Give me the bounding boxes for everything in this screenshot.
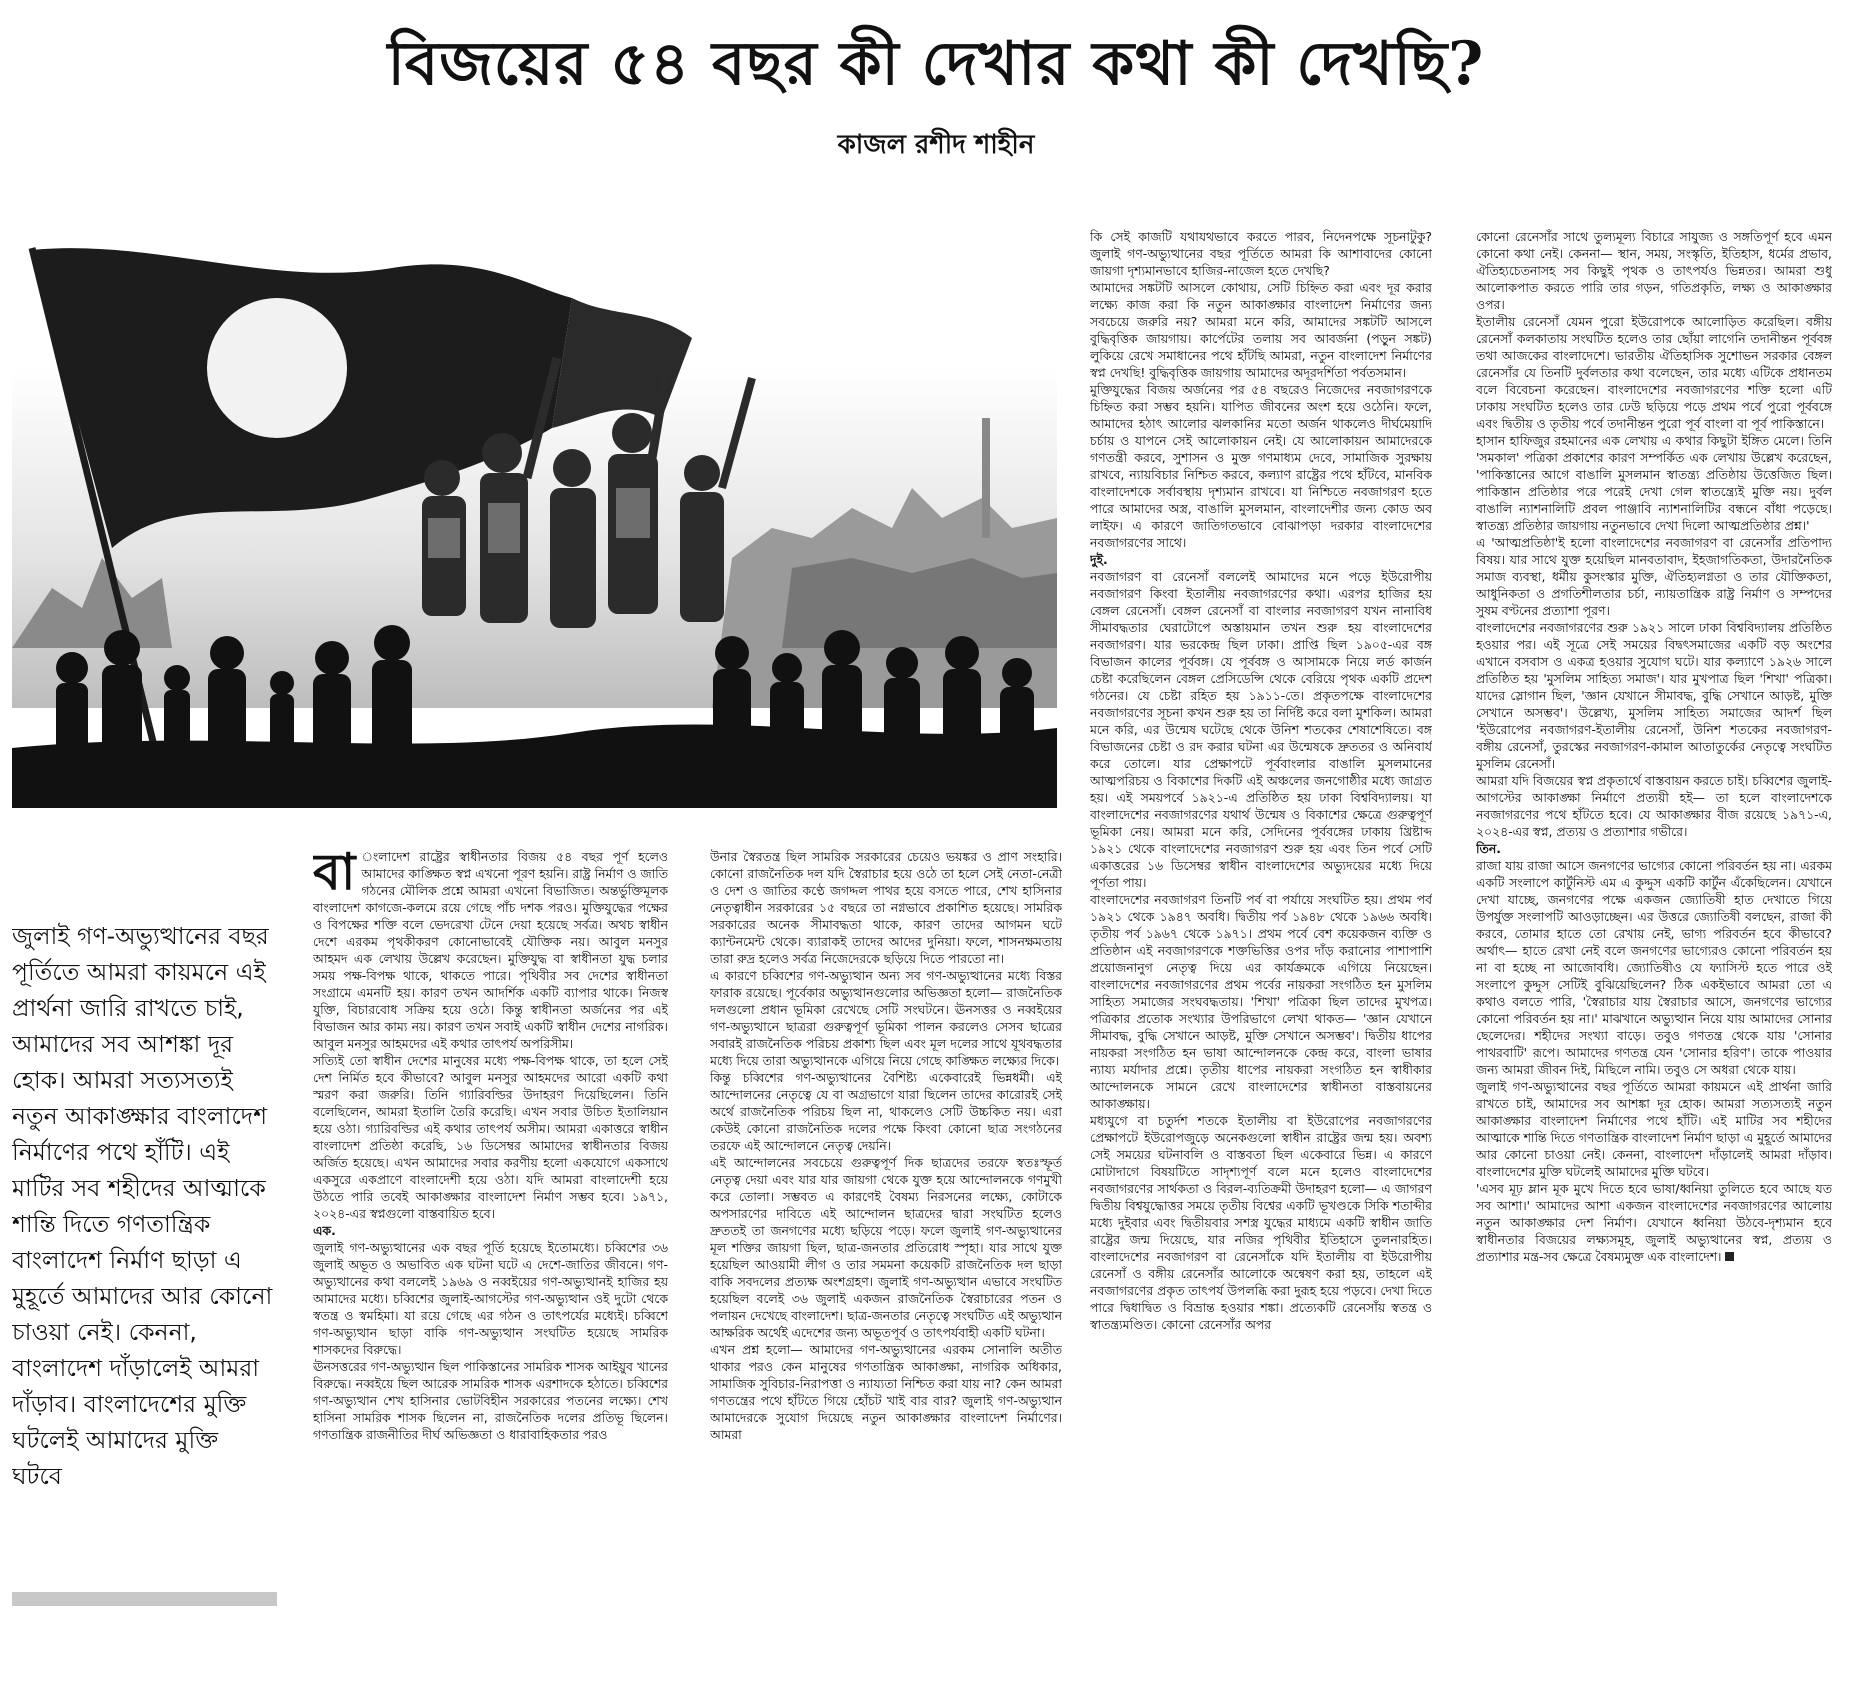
paragraph: কোনো রেনেসাঁর সাথে তুল্যমূল্য বিচারে সাযুজ্য ও সঙ্গতিপূর্ণ হবে এমন কোনো কথা নেই। কেননা— স্থান, সময়, সংস্কৃতি, ইতিহাস, ধর্মের প্রভাব, ঐতিহ্যচেতনাসহ সব কিছুই পৃথক ও তাৎপর্যও ভিন্নতর। আমরা শুধু আলোকপাত করতে পারি তার গড়ন, গতিপ্রকৃতি, লক্ষ্য ও আকাঙ্ক্ষার ওপর। <box>1476 229 1832 312</box>
pull-quote: জুলাই গণ-অভ্যুত্থানের বছর পূর্তিতে আমরা কায়মনে এই প্রার্থনা জারি রাখতে চাই, আমাদের সব আশঙ্কা দূর হোক। আমরা সত্যসত্যই নতুন আকাঙ্ক্ষার বাংলাদেশ নির্মাণের পথে হাঁটি। এই মাটির সব শহীদের আত্মাকে শান্তি দিতে গণতান্ত্রিক বাংলাদেশ নির্মাণ ছাড়া এ মুহূর্তে আমাদের আর কোনো চাওয়া নেই। কেননা, বাংলাদেশ দাঁড়ালেই আমরা দাঁড়াব। বাংলাদেশের মুক্তি ঘটলেই আমাদের মুক্তি ঘটবে <box>12 922 273 1490</box>
pull-quote-rule <box>12 1592 277 1606</box>
paragraph: জুলাই গণ-অভ্যুত্থানের এক বছর পূর্তি হয়েছে ইতোমধ্যে। চব্বিশের ৩৬ জুলাই অভূত ও অভাবিত এক ঘটনা ঘটে এ দেশে-জাতির জীবনে। গণ-অভ্যুত্থানের কথা বললেই ১৯৬৯ ও নব্বইয়ের গণ-অভ্যুত্থানই হাজির হয় আমাদের মধ্যে। চব্বিশের জুলাই-আগস্টের গণ-অভ্যুত্থান ওই দুটো থেকে স্বতন্ত্র ও স্বমহিমা। যা রয়ে গেছে এর গঠন ও তাৎপর্যের মধ্যেই। চব্বিশে গণ-অভ্যুত্থান ছাড়া বাকি গণ-অভ্যুত্থান সংঘটিত হয়েছে সামরিক শাসকদের বিরুদ্ধে। <box>313 1240 668 1357</box>
paragraph: আমাদের সঙ্কটটি আসলে কোথায়, সেটি চিহ্নিত করা এবং দূর করার লক্ষ্যে কাজ করা কি নতুন আকাঙ্ক্ষার বাংলাদেশ নির্মাণের জন্য সবচেয়ে জরুরি নয়? আমরা মনে করি, আমাদের সঙ্কটটি আসলে বুদ্ধিবৃত্তিক জায়গায়। কার্পেটের তলায় সব আবর্জনা (পড়ুন সঙ্কট) লুকিয়ে রেখে সমাধানের পথে হাঁটছি আমরা, নতুন বাংলাদেশ নির্মাণের স্বপ্ন দেখছি! বুদ্ধিবৃত্তিক জায়গায় আমাদের অদূরদর্শিতা পর্বতসমান। <box>1090 280 1432 380</box>
byline: কাজল রশীদ শাহীন <box>837 130 1035 160</box>
paragraph: 'এসব মূঢ় ম্লান মূক মুখে দিতে হবে ভাষা/ধ্বনিয়া তুলিতে হবে আছে যত সব আশা।' আমাদের আশা একজন বাংলাদেশের নবজাগরণের আলোয় নতুন আকাঙ্ক্ষার দেশ নির্মাণ। যেখানে ধ্বনিয়া উঠবে-দৃশ্যমান হবে স্বাধীনতার বিজয়ের লক্ষ্যসমূহ, জুলাই অভ্যুত্থানের স্বপ্ন, প্রত্যয় ও প্রত্যাশার মন্ত্র-সব ক্ষেত্রে বৈষম্যমুক্ত এক বাংলাদেশ। <box>1476 1181 1832 1264</box>
paragraph: সত্যিই তো স্বাধীন দেশের মানুষের মধ্যে পক্ষ-বিপক্ষ থাকে, তা হলে সেই দেশ নির্মিত হবে কীভাবে? আবুল মনসুর আহমদের আরো একটি কথা স্মরণ করা জরুরি। তিনি গ্যারিবল্ডির উদাহরণ দিয়েছিলেন। তিনি বলেছিলেন, আমরা ইতালি তৈরি করেছি। এখন সবার উচিত ইতালিয়ান হয়ে ওঠা। গ্যারিবল্ডির এই কথার তাৎপর্য অসীম। আমরা একাত্তরে স্বাধীন বাংলাদেশ প্রতিষ্ঠা করেছি, ১৬ ডিসেম্বর আমাদের স্বাধীনতার বিজয় অর্জিত হয়েছে। এখন আমাদের সবার করণীয় হলো একযোগে একসাথে একসুরে একপ্রাণে বাংলাদেশী হয়ে ওঠা। যদি আমরা বাংলাদেশী হয়ে উঠতে পারি তবেই আকাঙ্ক্ষার বাংলাদেশ নির্মাণ সম্ভব হবে। ১৯৭১, ২০২৪-এর স্বপ্নগুলো বাস্তবায়িত হবে। <box>313 1053 668 1221</box>
flag-sun <box>207 298 347 438</box>
paragraph: এখন প্রশ্ন হলো— আমাদের গণ-অভ্যুত্থানের এরকম সোনালি অতীত থাকার পরও কেন মানুষের গণতান্ত্রিক আকাঙ্ক্ষা, নাগরিক অধিকার, সামাজিক সুবিচার-নিরাপত্তা ও ন্যায্যতা নিশ্চিত করা যায় না? কেন আমরা গণতন্ত্রের পথে হাঁটতে গিয়ে হোঁচট খাই বার বার? জুলাই গণ-অভ্যুত্থান আমাদেরকে সুযোগ দিয়েছে নতুন আকাঙ্ক্ষার বাংলাদেশ নির্মাণের। আমরা <box>710 1342 1062 1442</box>
paragraph: কি সেই কাজটি যথাযথভাবে করতে পারব, নিদেনপক্ষে সূচনাটুকু? জুলাই গণ-অভ্যুত্থানের বছর পূর্তিতে আমরা কি আশাবাদের কোনো জায়গা দৃশ্যমানভাবে হাজির-নাজেল হতে দেখছি? <box>1090 229 1432 278</box>
paragraph: উনার স্বৈরতন্ত্র ছিল সামরিক সরকারের চেয়েও ভয়ঙ্কর ও প্রাণ সংহারি। কোনো রাজনৈতিক দল যদি স্বৈরাচার হয়ে ওঠে তা হলে সেই নেতা-নেত্রী ও দেশ ও জাতির কণ্ঠে জগদ্দল পাথর হয়ে বসতে পারে, শেখ হাসিনার নেতৃত্বাধীন সরকারের ১৫ বছরে তা নগ্নভাবে প্রকাশিত হয়েছে। সামরিক সরকারের অনেক সীমাবদ্ধতা থাকে, কারণ তাদের আগমন ঘটে ক্যান্টনমেন্ট থেকে। ব্যারাকই তাদের আদের দুনিয়া। ফলে, শাসনক্ষমতায় তারা রুদ্র হলেও সর্বত্র নিজেদেরকে ছড়িয়ে দিতে পারতো না। <box>710 849 1062 966</box>
paragraph: ইতালীয় রেনেসাঁ যেমন পুরো ইউরোপকে আলোড়িত করেছিল। বঙ্গীয় রেনেসাঁ কলকাতায় সংঘটিত হলেও তার ছোঁয়া লাগেনি তদানীন্তন পূর্ববঙ্গ তথা আজকের বাংলাদেশে। ভারতীয় ঐতিহাসিক সুশোভন সরকার বেঙ্গল রেনেসাঁর যে তিনটি দুর্বলতার কথা বলেছেন, তার মধ্যে এটিকে প্রধানতম বলে বিবেচনা করেছেন। বাংলাদেশের নবজাগরণের শক্তি হলো এটি ঢাকায় সংঘটিত হলেও তার ঢেউ ছড়িয়ে পড়ে প্রথম পর্বে পুরো পূর্ববঙ্গে এবং দ্বিতীয় ও তৃতীয় পর্বে তদানীন্তন পুরো পূর্ব বাংলা বা পূর্ব পাকিস্তানে। <box>1476 314 1832 431</box>
drop-cap: বা <box>313 848 356 901</box>
headline: বিজয়ের ৫৪ বছর কী দেখার কথা কী দেখছি? <box>387 29 1485 99</box>
section-heading-2: দুই. <box>1090 552 1108 567</box>
article-column-1 <box>313 848 668 1670</box>
section-heading-3: তিন. <box>1476 841 1501 856</box>
freedom-fighters-illustration <box>12 228 1057 808</box>
paragraph: কিন্তু চব্বিশের গণ-অভ্যুত্থানের বৈশিষ্ট্য একেবারেই ভিন্নধর্মী। এই আন্দোলনের নেতৃত্বে যে বা অগ্রভাগে যারা ছিলেন তাদের কারোরই সেই অর্থে রাজনৈতিক পরিচয় ছিল না, থাকলেও সেটি উচ্চকিত নয়। এরা কেউই কোনো রাজনৈতিক দলের পক্ষে কিংবা কোনো ছাত্র সংগঠনের তরফে এই আন্দোলনে নেতৃত্ব দেয়নি। <box>710 1070 1062 1153</box>
paragraph: বাংলাদেশের নবজাগরণ তিনটি পর্ব বা পর্যায়ে সংঘটিত হয়। প্রথম পর্ব ১৯২১ থেকে ১৯৪৭ অবধি। দ্বিতীয় পর্ব ১৯৪৮ থেকে ১৯৬৬ অবধি। তৃতীয় পর্ব ১৯৬৭ থেকে ১৯৭১। প্রথম পর্বে বেশ কয়েকজন ব্যক্তি ও প্রতিষ্ঠান এই নবজাগরণকে শক্তভিত্তির ওপর দাঁড় করানোর পাশাপাশি প্রয়োজনানুগ নেতৃত্ব দিয়ে এর কার্যক্রমকে এগিয়ে নিয়েছেন। বাংলাদেশের নবজাগরণের প্রথম পর্বের নায়করা সংগঠিত হন মুসলিম সাহিত্য সমাজের সংঘবদ্ধতায়। 'শিখা' পত্রিকা ছিল তাদের মুখপত্র। পত্রিকার প্রতোক সংখ্যার উপরিভাগে লেখা থাকত— 'জ্ঞান যেখানে সীমাবদ্ধ, বুদ্ধি সেখানে আড়ষ্ট, মুক্তি সেখানে অসম্ভব'। দ্বিতীয় ধাপের নায়করা সংগঠিত হন ভাষা আন্দোলনকে কেন্দ্র করে, বাংলা ভাষার ন্যায্য মর্যাদার প্রশ্নে। তৃতীয় ধাপের নায়করা সংগঠিত হন স্বাধীকার আন্দোলনকে সামনে রেখে বাংলাদেশের স্বাধীনতা বাস্তবায়নের আকাঙ্ক্ষায়। <box>1090 892 1432 1111</box>
paragraph: নবজাগরণ বা রেনেসাঁ বললেই আমাদের মনে পড়ে ইউরোপীয় নবজাগরণ কিংবা ইতালীয় নবজাগরণের কথা। এরপর হাজির হয় বেঙ্গল রেনেসাঁ। বেঙ্গল রেনেসাঁ বা বাংলার নবজাগরণ যখন নানাবিধ সীমাবদ্ধতার ঘেরাটোপে অস্তায়মান তখন শুরু হয় বাংলাদেশের নবজাগরণ। যার ভরকেন্দ্র ছিল ঢাকা। প্রাপ্তি ছিল ১৯০৫-এর বঙ্গ বিভাজন কালের পূর্ববঙ্গ। যে পূর্ববঙ্গ ও আসামকে নিয়ে লর্ড কার্জন চেষ্টা করেছিলেন বেঙ্গল প্রেসিডেন্সি থেকে বেরিয়ে পৃথক একটি প্রদেশ গঠনের। যে চেষ্টা রহিত হয় ১৯১১-তে। প্রকৃতপক্ষে বাংলাদেশের নবজাগরণের সূচনা কখন শুরু হয় তা নির্দিষ্ট করে বলা মুশকিল। আমরা মনে করি, এর উন্মেষ ঘটেছে থেকে উনিশ শতকের শেষাশেষিতে। বঙ্গ বিভাজনের চেষ্টা ও রদ করার ঘটনা এর উন্মেষকে দ্রুততর ও অনিবার্য করে তোলে। যার প্রেক্ষাপটে পূর্ববাংলার বাঙালি মুসলমানের আত্মপরিচয় ও বিকাশের দিকটি এই অঞ্চলের জনগোষ্ঠীর মধ্যে জাগ্রত হয়। এই সময়পর্বে ১৯২১-এ প্রতিষ্ঠিত হয় ঢাকা বিশ্ববিদ্যালয়। যা বাংলাদেশের নবজাগরণের যথার্থ উন্মেষ ও বিকাশের ক্ষেত্রে গুরুত্বপূর্ণ ভূমিকা নেয়। আমরা মনে করি, সেদিনের পূর্ববঙ্গের ঢাকায় খ্রিষ্টাব্দ ১৯২১ থেকে বাংলাদেশের নবজাগরণ শুরু হয় এবং তিন পর্বে সেটি একাত্তরের ১৬ ডিসেম্বর স্বাধীন বাংলাদেশের অভ্যুদয়ের মধ্যে দিয়ে পূর্ণতা পায়। <box>1090 569 1432 890</box>
paragraph: এ 'আত্মপ্রতিষ্ঠা'ই হলো বাংলাদেশের নবজাগরণ বা রেনেসাঁর প্রতিপাদ্য বিষয়। যার সাথে যুক্ত হয়েছিল মানবতাবাদ, ইহজাগতিকতা, উদারনৈতিক সমাজ ব্যবস্থা, ধর্মীয় কুসংস্কার মুক্তি, ঐতিহ্যলগ্নতা ও তার যৌক্তিকতা, আধুনিকতা ও প্রগতিশীলতার চর্চা, ন্যায়তান্ত্রিক রাষ্ট্র নির্মাণ ও সম্পদের সুষম বণ্টনের প্রত্যাশা পূরণ। <box>1476 535 1832 618</box>
article-column-3 <box>1090 228 1432 1670</box>
paragraph: এই আন্দোলনের সবচেয়ে গুরুত্বপূর্ণ দিক ছাত্রদের তরফে স্বতঃস্ফূর্ত নেতৃত্ব দেয়া এবং যার যার জায়গা থেকে যুক্ত হয়ে আন্দোলনকে গণমুখী করে তোলা। সম্ভবত এ কারণেই বৈষম্য নিরসনের লক্ষ্যে, কোটাকে অপসারণের দাবিতে এই আন্দোলন ছাত্রদের দ্বারা সংঘটিত হলেও দ্রুততই তা জনগণের মধ্যে ছড়িয়ে পড়ে। ফলে জুলাই গণ-অভ্যুত্থানের মূল শক্তির জায়গা ছিল, ছাত্র-জনতার প্রতিরোধ স্পৃহা। যার সাথে যুক্ত হয়েছিল আওয়ামী লীগ ও তার সমমনা কয়েকটি রাজনৈতিক দল ছাড়া বাকি সবদলের প্রত্যক্ষ অংশগ্রহণ। জুলাই গণ-অভ্যুত্থান এভাবে সংঘটিত হয়েছিল বলেই ৩৬ জুলাই একজন রাজনৈতিক স্বৈরাচারের পতন ও পলায়ন দেখেছে বাংলাদেশ। ছাত্র-জনতার নেতৃত্বে সংঘটিত এই অভ্যুত্থান আক্ষরিক অর্থেই এদেশের জন্য অভূতপূর্ব ও তাৎপর্যবাহী একটি ঘটনা। <box>710 1155 1062 1340</box>
paragraph: আমরা যদি বিজয়ের স্বপ্ন প্রকৃতার্থে বাস্তবায়ন করতে চাই। চব্বিশের জুলাই-আগস্টের আকাঙ্ক্ষা নির্মাণে প্রত্যয়ী হই— তা হলে বাংলাদেশকে নবজাগরণের পথে হাঁটতে হবে। যে আকাঙ্ক্ষার বীজ রয়েছে ১৯৭১-এ, ২০২৪-এর স্বপ্ন, প্রত্যয় ও প্রত্যাশার গভীরে। <box>1476 773 1832 839</box>
paragraph: ঊনসত্তরের গণ-অভ্যুত্থান ছিল পাকিস্তানের সামরিক শাসক আইয়ুব খানের বিরুদ্ধে। নব্বইয়ে ছিল আরেক সামরিক শাসক এরশাদকে হঠাতে। চব্বিশের গণ-অভ্যুত্থান শেখ হাসিনার ভোটবিহীন সরকারের পতনের লক্ষ্যে। শেখ হাসিনা সামরিক শাসক ছিলেন না, রাজনৈতিক দলের প্রতিভূ ছিলেন। গণতান্ত্রিক রাজনীতির দীর্ঘ অভিজ্ঞতা ও ধারাবাহিকতার পরও <box>313 1359 668 1442</box>
paragraph: হাসান হাফিজুর রহমানের এক লেখায় এ কথার কিছুটা ইঙ্গিত মেলে। তিনি 'সমকাল' পত্রিকা প্রকাশের কারণ সম্পর্কিত এক লেখায় উল্লেখ করেছেন, 'পাকিস্তানের আগে বাঙালি মুসলমান স্বাতন্ত্র্য প্রতিষ্ঠায় উত্তেজিত ছিল। পাকিস্তান প্রতিষ্ঠার পরে পরেই দেখা গেল স্বাতন্ত্র্যেই মুক্তি নয়। দুর্বল বাঙালি ন্যাশনালিটি প্রবল পাঞ্জাবি ন্যাশনালিটির বন্ধনে বাঁধা পড়েছে। স্বাতন্ত্র্য প্রতিষ্ঠার জায়গায় নতুনভাবে দেখা দিলো আত্মপ্রতিষ্ঠার প্রশ্ন।' <box>1476 433 1832 533</box>
paragraph: মধ্যযুগে বা চতুর্দশ শতকে ইতালীয় বা ইউরোপের নবজাগরণের প্রেক্ষাপটে ইউরোপজুড়ে অনেকগুলো স্বাধীন রাষ্ট্রের জন্ম হয়। অবশ্য সেই সময়ের ঘটনাবলি ও বাস্তবতা ছিল একেবারে ভিন্ন। এ কারণে মোটাদাগে বিষয়টিতে সাদৃশ্যপূর্ণ বলে মনে হলেও বাংলাদেশের নবজাগরণের সার্থকতা ও বিরল-ব্যতিক্রমী উদাহরণ হলো— এ জাগরণ দ্বিতীয় বিশ্বযুদ্ধোত্তর সময়ে তৃতীয় বিশ্বের একটি ভূখণ্ডকে সিকি শতাব্দীর মধ্যে দুইবার এবং দ্বিতীয়বার সশস্ত্র যুদ্ধের মাধ্যমে একটি স্বাধীন জাতি রাষ্ট্রের জন্ম দিয়েছে, যার নজির পৃথিবীর ইতিহাসে তুলনারহিত। বাংলাদেশের নবজাগরণ বা রেনেসাঁকে যদি ইতালীয় বা ইউরোপীয় রেনেসাঁ ও বঙ্গীয় রেনেসাঁর আলোকে অন্বেষণ করা হয়, তাহলে এই নবজাগরণের প্রকৃত তাৎপর্য উপলব্ধি করা দুরূহ হয়ে পড়বে। দেখা দিতে পারে দ্বিধাদ্বিত ও বিভ্রান্ত হওয়ার শঙ্কা। প্রত্যেকটি রেনেসাঁয় স্বতন্ত্র ও স্বাতন্ত্র্যমণ্ডিত। কোনো রেনেসাঁর অপর <box>1090 1113 1432 1332</box>
end-mark-icon <box>1725 1252 1734 1261</box>
paragraph: বাংলাদেশের নবজাগরণের শুরু ১৯২১ সালে ঢাকা বিশ্ববিদ্যালয় প্রতিষ্ঠিত হওয়ার পর। এই সূত্রে সেই সময়ের বিদ্বৎসমাজের একটি বড় অংশের এখানে বসবাস ও একত্র হওয়ার সুযোগ ঘটে। যার কল্যাণে ১৯২৬ সালে প্রতিষ্ঠিত হয় 'মুসলিম সাহিত্য সমাজ'। যার মুখপাত্র ছিল 'শিখা' পত্রিকা। যাদের স্লোগান ছিল, 'জ্ঞান যেখানে সীমাবদ্ধ, বুদ্ধি সেখানে আড়ষ্ট, মুক্তি সেখানে অসম্ভব'। উল্লেখ্য, মুসলিম সাহিত্য সমাজের আদর্শ ছিল 'ইউরোপের নবজাগরণ-ইতালীয় রেনেসাঁ, উনিশ শতকের নবজাগরণ-বঙ্গীয় রেনেসাঁ, তুরস্কের নবজাগরণ-কামাল আতাতুর্কের নেতৃত্বে সংঘটিত মুসলিম রেনেসাঁ। <box>1476 620 1832 771</box>
paragraph: মুক্তিযুদ্ধের বিজয় অর্জনের পর ৫৪ বছরেও নিজেদের নবজাগরণকে চিহ্নিত করা সম্ভব হয়নি। যাপিত জীবনের অংশ হয়ে ওঠেনি। ফলে, আমাদের হঠাৎ আলোর ঝলকানির মতো অর্জন থাকলেও দীর্ঘমেয়াদি চর্চায় ও যাপনে সেই আলোকায়ন নেই। যে আলোকায়ন আমাদেরকে গণতন্ত্রী করবে, সুশাসন ও মুক্ত গণমাধ্যম দেবে, সামাজিক সুরক্ষায় রাখবে, ন্যায়বিচার নিশ্চিত করবে, কল্যাণ রাষ্ট্রের পথে হাঁটবে, মানবিক বাংলাদেশকে সর্বাবস্থায় দৃশ্যমান রাখবে। যা নিশ্চিতে নবজাগরণ হতে পারে আমাদের অস্ত্র, বাঙালি মুসলমান, বাংলাদেশীর জন্য কোড অব লাইফ। এ কারণে জাতিগতভাবে বোঝাপড়া দরকার বাংলাদেশের নবজাগরণের সাথে। <box>1090 382 1432 550</box>
paragraph: জুলাই গণ-অভ্যুত্থানের বছর পূর্তিতে আমরা কায়মনে এই প্রার্থনা জারি রাখতে চাই, আমাদের সব আশঙ্কা দূর হোক। আমরা সত্যসত্যই নতুন আকাঙ্ক্ষার বাংলাদেশ নির্মাণের পথে হাঁটি। এই মাটির সব শহীদের আত্মাকে শান্তি দিতে গণতান্ত্রিক বাংলাদেশ নির্মাণ ছাড়া এ মুহূর্তে আমাদের আর কোনো চাওয়া নেই। কেননা, বাংলাদেশ দাঁড়ালেই আমরা দাঁড়াব। বাংলাদেশের মুক্তি ঘটলেই আমাদের মুক্তি ঘটবে। <box>1476 1079 1832 1179</box>
paragraph: এ কারণে চব্বিশের গণ-অভ্যুত্থান অন্য সব গণ-অভ্যুত্থানের মধ্যে বিস্তর ফারাক রয়েছে। পূর্বেকার অভ্যুত্থানগুলোর অভিজ্ঞতা হলো— রাজনৈতিক দলগুলো প্রধান ভূমিকা রেখেছে সেটি সংঘটনে। ঊনসত্তর ও নব্বইয়ের গণ-অভ্যুত্থানে ছাত্ররা গুরুত্বপূর্ণ ভূমিকা পালন করলেও সেসব ছাত্রের সবারই রাজনৈতিক পরিচয় প্রকাশ্য ছিল এবং মূল দলের সাথে যূথবদ্ধতার মধ্যে দিয়ে তারা অভ্যুত্থানকে এগিয়ে নিয়ে গেছে কাঙ্ক্ষিত লক্ষ্যের দিকে। <box>710 968 1062 1068</box>
article-column-4 <box>1476 228 1832 1670</box>
paragraph: রাজা যায় রাজা আসে জনগণের ভাগ্যের কোনো পরিবর্তন হয় না। এরকম একটি সংলাপে কার্টুনিস্ট এম এ কুদ্দুস একটি কার্টুন এঁকেছিলেন। যেখানে দেখা যাচ্ছে, জনগণের পক্ষে একজন জ্যোতিষী হাত দেখাতে গিয়ে উপর্যুক্ত সংলাপটি আওড়াচ্ছেন। এর উত্তরে জ্যোতিষী বলছেন, রাজা কী করবে, তোমার হাতে তো রেখায় নেই, ভাগ্য পরিবর্তন হবে কীভাবে? অর্থাৎ— হাতে রেখা নেই বলে জনগণের ভাগ্যেরও কোনো পরিবর্তন হয় না বা হচ্ছে না আজোবধি। জ্যোতিষীও যে ফ্যাসিস্ট হতে পারে ওই সংলাপে কুদ্দুস সেটিই বুঝিয়েছিলেন? ঠিক একইভাবে আমরা তো এ কথাও বলতে পারি, 'স্বৈরাচার যায় স্বৈরাচার আসে, জনগণের ভাগ্যের কোনো পরিবর্তন হয় না।' মাঝখানে অভ্যুত্থান নিয়ে যায় আমাদের সোনার ছেলেদের। শহীদের সংখ্যা বাড়ে। তবুও গণতন্ত্র থেকে যায় 'সোনার পাথরবাটি' রূপে। আমাদের গণতন্ত্র যেন 'সোনার হরিণ'। তাকে পাওয়ার জন্য আমরা জীবন দিই, মিছিলে নামি। তবুও সে অধরা থেকে যায়। <box>1476 858 1832 1077</box>
paragraph: ংলাদেশ রাষ্ট্রের স্বাধীনতার বিজয় ৫৪ বছর পূর্ণ হলেও আমাদের কাঙ্ক্ষিত স্বপ্ন এখনো পূরণ হয়নি। রাষ্ট্র নির্মাণ ও জাতি গঠনের মৌলিক প্রশ্নে আমরা এখনো বিভাজিত। অন্তর্ভুক্তিমূলক বাংলাদেশ কাগজে-কলমে রয়ে গেছে পাঁচ দশক পরও। মুক্তিযুদ্ধের পক্ষের ও বিপক্ষের শক্তি বলে ভেদরেখা টেনে দেয়া হয়েছে সর্বত্র। অথচ স্বাধীন দেশে এরকম পৃথকীকরণ কোনোভাবেই যৌক্তিক নয়। আবুল মনসুর আহমদ এক লেখায় উল্লেখ করেছেন। মুক্তিযুদ্ধ বা স্বাধীনতা যুদ্ধ চলার সময় পক্ষ-বিপক্ষ থাকে, থাকতে পারে। পৃথিবীর সব দেশের স্বাধীনতা সংগ্রামে এমনটি হয়। কারণ তখন আদর্শিক একটি ব্যাপার থাকে। নিজস্ব যুক্তি, বিচারবোধ সক্রিয় হয়ে ওঠে। কিন্তু স্বাধীনতা অর্জনের পর এই বিভাজন আর কাম্য নয়। কারণ তখন সবাই একটি স্বাধীন দেশের নাগরিক। আবুল মনসুর আহমদের এই কথার তাৎপর্য অপরিসীম। <box>313 849 668 1051</box>
section-heading-1: এক. <box>313 1223 336 1238</box>
article-column-2 <box>710 848 1062 1670</box>
